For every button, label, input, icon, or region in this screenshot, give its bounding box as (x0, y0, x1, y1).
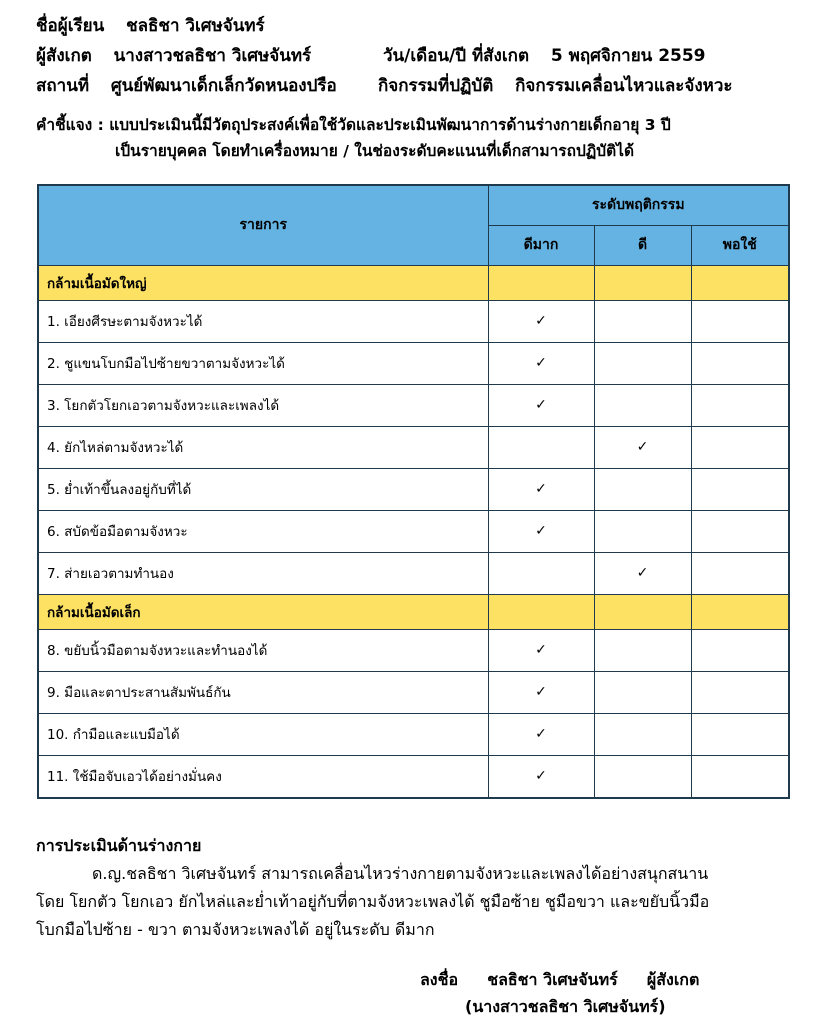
check-icon: ✓ (535, 726, 547, 742)
level-cell (488, 671, 594, 713)
observer-line (36, 42, 311, 69)
level-cell (691, 671, 789, 713)
item-label: 11. ใช้มือจับเอวได้อย่างมั่นคง (38, 755, 488, 798)
item-label: 3. โยกตัวโยกเอวตามจังหวะและเพลงได้ (38, 384, 488, 426)
table-row (38, 468, 789, 510)
observer-label: ผู้สังเกต (36, 46, 92, 66)
table-row (38, 671, 789, 713)
level-cell (594, 713, 691, 755)
section-empty-cell (488, 265, 594, 300)
level-cell (488, 629, 594, 671)
item-label: 2. ชูแขนโบกมือไปซ้ายขวาตามจังหวะได้ (38, 342, 488, 384)
level-cell (488, 755, 594, 798)
level-cell (691, 426, 789, 468)
level-cell (594, 755, 691, 798)
check-icon: ✓ (535, 397, 547, 413)
item-label: 5. ย่ำเท้าขึ้นลงอยู่กับที่ได้ (38, 468, 488, 510)
summary-line-1: ด.ญ.ชลธิชา วิเศษจันทร์ สามารถเคลื่อนไหวร่างกายตามจังหวะและเพลงได้อย่างสนุกสนาน (92, 864, 709, 883)
student-name: ชลธิชา วิเศษจันทร์ (126, 16, 265, 36)
place-line (36, 72, 337, 99)
date-value: 5 พฤศจิกายน 2559 (550, 46, 706, 66)
level-cell (691, 300, 789, 342)
summary-title: การประเมินด้านร่างกาย (36, 836, 202, 855)
level-cell (691, 755, 789, 798)
item-label: 4. ยักไหล่ตามจังหวะได้ (38, 426, 488, 468)
check-icon: ✓ (636, 565, 649, 581)
section-empty-cell (691, 265, 789, 300)
place-value: ศูนย์พัฒนาเด็กเล็กวัดหนองปรือ (110, 76, 337, 96)
column-header-good: ดี (594, 225, 691, 265)
check-icon: ✓ (535, 684, 547, 700)
section-title: กล้ามเนื้อมัดใหญ่ (38, 265, 488, 300)
check-icon: ✓ (535, 313, 547, 329)
table-row (38, 713, 789, 755)
date-label: วัน/เดือน/ปี ที่สังเกต (383, 46, 530, 66)
item-label: 6. สบัดข้อมือตามจังหวะ (38, 510, 488, 552)
table-row (38, 426, 789, 468)
level-cell (594, 552, 691, 594)
level-cell (488, 300, 594, 342)
sign-label: ลงชื่อ (420, 970, 459, 989)
summary-line-2: โดย โยกตัว โยกเอว ยักไหล่และย่ำเท้าอยู่กับที่ตามจังหวะเพลงได้ ชูมือซ้าย ชูมือขวา และขยับนิ้วมือ (36, 892, 710, 911)
table-row (38, 342, 789, 384)
level-cell (691, 468, 789, 510)
section-empty-cell (594, 594, 691, 629)
table-row (38, 629, 789, 671)
item-label: 9. มือและตาประสานสัมพันธ์กัน (38, 671, 488, 713)
level-cell (691, 713, 789, 755)
student-line (36, 12, 265, 39)
assessment-table (37, 184, 790, 799)
check-icon: ✓ (636, 439, 649, 455)
table-body (38, 265, 789, 798)
check-icon: ✓ (535, 523, 547, 539)
student-label: ชื่อผู้เรียน (36, 16, 105, 36)
level-cell (488, 510, 594, 552)
summary-line-3: โบกมือไปซ้าย - ขวา ตามจังหวะเพลงได้ อยู่ในระดับ ดีมาก (36, 920, 435, 939)
instructions-line-1: คำชี้แจง : แบบประเมินนี้มีวัตถุประสงค์เพื่อใช้วัดและประเมินพัฒนาการด้านร่างกายเด็กอายุ 3 ปี (36, 116, 671, 134)
observer-name: นางสาวชลธิชา วิเศษจันทร์ (113, 46, 312, 66)
level-cell (488, 713, 594, 755)
table-row (38, 552, 789, 594)
activity-line (378, 72, 733, 99)
level-cell (691, 384, 789, 426)
signature-line (420, 968, 699, 993)
column-header-item: รายการ (38, 185, 488, 265)
level-cell (488, 426, 594, 468)
section-row (38, 265, 789, 300)
section-title: กล้ามเนื้อมัดเล็ก (38, 594, 488, 629)
level-cell (594, 510, 691, 552)
check-icon: ✓ (535, 642, 547, 658)
check-icon: ✓ (535, 768, 547, 784)
item-label: 7. ส่ายเอวตามทำนอง (38, 552, 488, 594)
level-cell (594, 468, 691, 510)
column-header-level: ระดับพฤติกรรม (488, 185, 789, 225)
level-cell (594, 342, 691, 384)
level-cell (594, 629, 691, 671)
table-row (38, 384, 789, 426)
level-cell (594, 384, 691, 426)
level-cell (691, 510, 789, 552)
table-row (38, 755, 789, 798)
level-cell (691, 342, 789, 384)
table-row (38, 300, 789, 342)
column-header-fair: พอใช้ (691, 225, 789, 265)
item-label: 8. ขยับนิ้วมือตามจังหวะและทำนองได้ (38, 629, 488, 671)
level-cell (691, 552, 789, 594)
level-cell (488, 468, 594, 510)
sign-role: ผู้สังเกต (646, 970, 700, 989)
level-cell (488, 342, 594, 384)
column-header-very-good: ดีมาก (488, 225, 594, 265)
activity-label: กิจกรรมที่ปฏิบัติ (378, 76, 494, 96)
level-cell (488, 384, 594, 426)
sign-name: ชลธิชา วิเศษจันทร์ (487, 970, 618, 989)
section-empty-cell (488, 594, 594, 629)
check-icon: ✓ (535, 481, 547, 497)
item-label: 10. กำมือและแบมือได้ (38, 713, 488, 755)
place-label: สถานที่ (36, 76, 90, 96)
check-icon: ✓ (535, 355, 547, 371)
section-row (38, 594, 789, 629)
activity-value: กิจกรรมเคลื่อนไหวและจังหวะ (515, 76, 733, 96)
level-cell (691, 629, 789, 671)
level-cell (594, 300, 691, 342)
signature-full-name: (นางสาวชลธิชา วิเศษจันทร์) (465, 997, 666, 1016)
level-cell (488, 552, 594, 594)
instructions-line-2: เป็นรายบุคคล โดยทำเครื่องหมาย / ในช่องระดับคะแนนที่เด็กสามารถปฏิบัติได้ (115, 142, 635, 160)
date-line (383, 42, 706, 69)
section-empty-cell (691, 594, 789, 629)
section-empty-cell (594, 265, 691, 300)
level-cell (594, 426, 691, 468)
level-cell (594, 671, 691, 713)
item-label: 1. เอียงศีรษะตามจังหวะได้ (38, 300, 488, 342)
table-row (38, 510, 789, 552)
